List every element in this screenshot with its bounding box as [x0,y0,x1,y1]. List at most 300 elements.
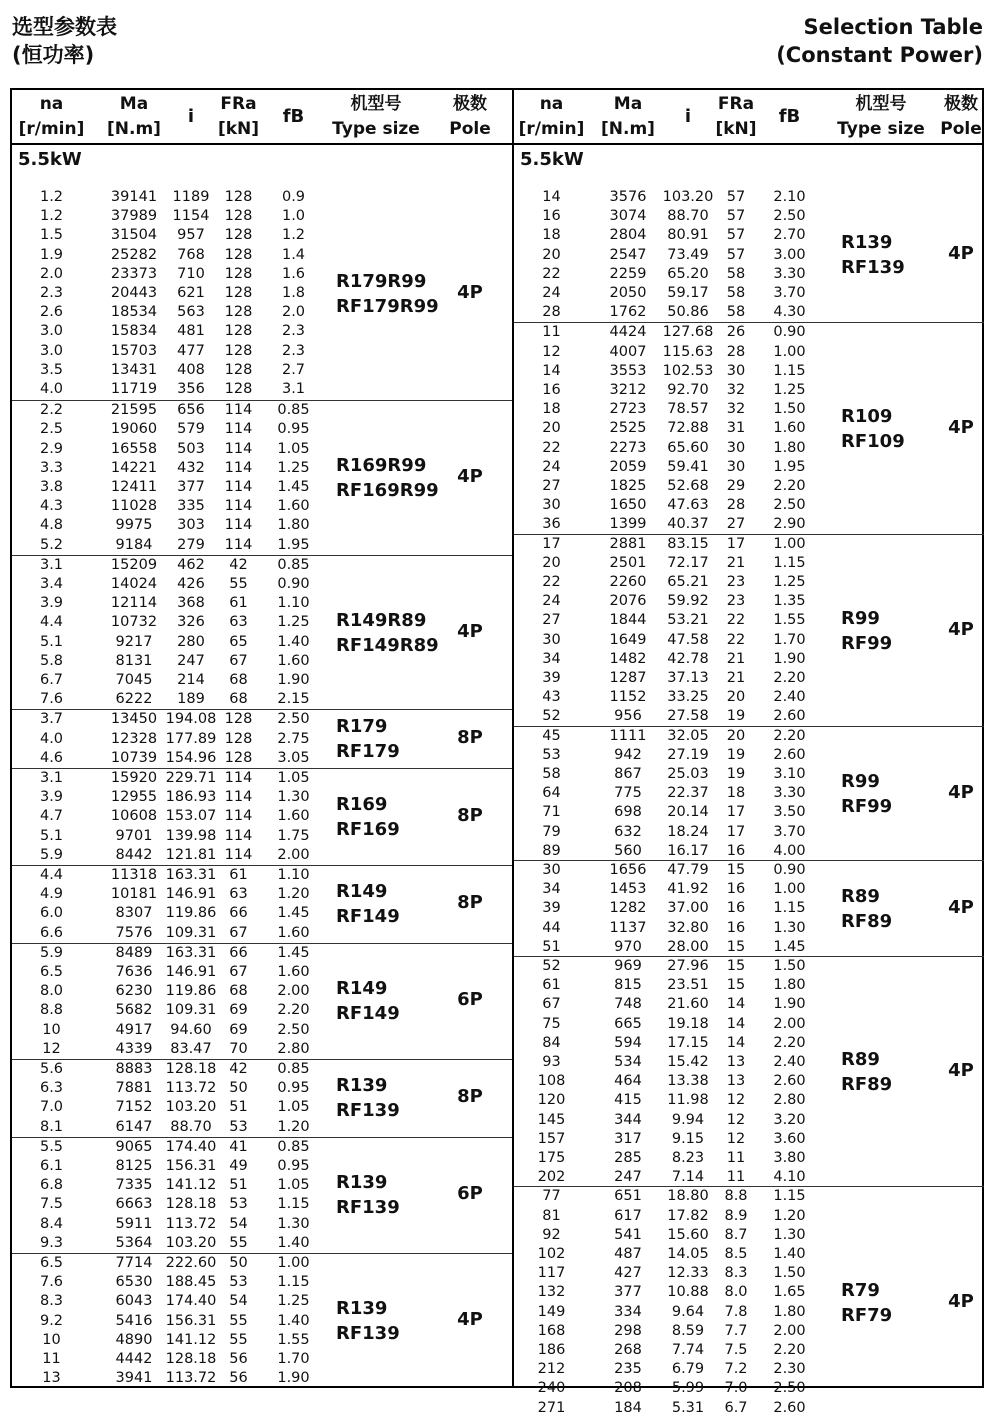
na-cell: 8.8 [39,1002,64,1019]
i-cell: 141.12 [165,1177,217,1194]
fb-cell: 2.20 [773,477,806,494]
fra-cell: 57 [726,227,746,244]
fra-cell: 28 [726,497,746,514]
table-row [514,419,824,438]
i-cell: 65.21 [667,573,709,590]
table-row [514,669,824,688]
na-cell: 2.0 [39,265,64,282]
fb-cell: 2.50 [773,497,806,514]
power-label: 5.5kW [18,149,82,170]
na-cell: 67 [542,996,561,1013]
title-chinese [12,13,117,69]
ma-cell: 2050 [609,285,647,301]
ma-cell: 8489 [115,944,153,961]
i-cell: 27.19 [667,746,709,763]
table-row [514,573,824,592]
fra-cell: 65 [229,633,248,650]
na-cell: 61 [542,977,561,994]
fra-cell: 68 [229,691,248,708]
i-cell: 17.15 [667,1034,709,1051]
pole-label: 4P [948,243,974,265]
fra-cell: 11 [726,1169,746,1186]
na-cell: 4.8 [39,517,64,534]
fb-cell: 3.50 [773,804,806,821]
na-cell: 7.5 [39,1196,64,1213]
fb-cell: 2.00 [277,983,310,1000]
ma-cell: 16558 [110,440,158,457]
header-pole-cn: 极数 [453,93,487,114]
fb-cell: 1.0 [281,208,306,225]
i-cell: 119.86 [165,983,217,1000]
model-group [514,188,984,322]
table-row [514,381,824,400]
type-size-label [841,769,892,819]
fra-cell: 17 [726,804,746,821]
type-size-r: R89 [841,886,880,907]
i-cell: 20.14 [667,804,709,821]
na-cell: 24 [542,458,561,475]
ma-cell: 344 [614,1111,642,1128]
table-row [12,671,322,690]
table-row [12,1350,322,1369]
fb-cell: 0.85 [277,402,310,419]
i-cell: 78.57 [667,401,709,418]
pole-label: 4P [457,465,483,487]
left-table [12,90,512,1386]
fra-cell: 114 [224,440,253,457]
ma-cell: 541 [614,1226,642,1243]
fra-cell: 19 [726,765,746,782]
fb-cell: 1.05 [277,770,310,786]
table-row [514,688,824,707]
ma-cell: 1152 [609,689,647,706]
na-cell: 39 [542,669,561,686]
table-row [514,765,824,784]
header-fb-cell [760,90,820,143]
na-cell: 7.6 [39,691,64,708]
model-group [514,322,984,534]
fra-cell: 56 [229,1370,248,1387]
table-row [12,769,322,788]
na-cell: 81 [542,1207,561,1224]
na-cell: 5.6 [39,1061,64,1077]
fb-cell: 1.30 [773,919,806,936]
ma-cell: 2076 [609,593,647,610]
i-cell: 8.59 [671,1322,705,1339]
fb-cell: 1.8 [281,285,306,301]
table-row [514,1207,824,1226]
model-group [12,188,512,399]
fra-cell: 21 [726,669,746,686]
pole-label: 4P [457,1309,483,1331]
header-type-en: Type size [837,118,925,139]
na-cell: 30 [542,497,561,514]
fra-cell: 41 [229,1138,248,1155]
na-cell: 36 [542,516,561,533]
fb-cell: 2.00 [773,1015,806,1032]
ma-cell: 415 [614,1092,642,1109]
fb-cell: 3.30 [773,785,806,802]
table-row [12,652,322,671]
fra-cell: 29 [726,477,746,494]
fb-cell: 1.55 [773,612,806,629]
table-row [12,1118,322,1137]
na-cell: 117 [537,1265,566,1282]
i-cell: 368 [177,595,205,612]
fra-cell: 7.8 [724,1303,748,1320]
fra-cell: 8.3 [724,1265,748,1282]
table-header [12,90,512,145]
fb-cell: 1.00 [277,1255,310,1271]
fra-cell: 12 [726,1130,746,1147]
model-group [514,860,984,957]
type-size-r: R139 [336,1298,388,1320]
fra-cell: 16 [726,842,746,859]
type-size-label [336,1170,400,1220]
ma-cell: 1650 [609,497,647,514]
header-pole-en: Pole [449,118,491,139]
fra-cell: 128 [224,246,253,263]
table-row [12,497,322,516]
table-row [12,556,322,575]
model-group [12,1137,512,1253]
fb-cell: 1.40 [277,1312,310,1329]
na-cell: 16 [542,381,561,398]
fb-cell: 2.15 [277,691,310,708]
fra-cell: 56 [229,1351,248,1367]
i-cell: 92.70 [667,381,709,398]
fb-cell: 4.00 [773,842,806,859]
ma-cell: 31504 [110,227,158,244]
i-cell: 10.88 [667,1284,709,1301]
table-row [12,536,322,555]
na-cell: 11 [542,324,561,341]
fra-cell: 51 [229,1177,248,1194]
ma-cell: 21595 [110,402,158,419]
type-size-rf: RF139 [336,1100,400,1122]
na-cell: 271 [537,1399,566,1416]
i-cell: 73.49 [667,246,709,263]
fra-cell: 22 [726,612,746,629]
fra-cell: 63 [229,886,248,903]
fra-cell: 128 [224,323,253,340]
fb-cell: 2.60 [773,708,806,725]
table-row [514,1303,824,1322]
ma-cell: 748 [614,996,642,1013]
na-cell: 14 [542,189,561,205]
i-cell: 214 [177,671,205,688]
fb-cell: 0.90 [277,575,310,592]
na-cell: 1.2 [39,189,64,205]
fra-cell: 55 [229,1312,248,1329]
ma-cell: 12114 [110,595,158,612]
na-cell: 8.0 [39,983,64,1000]
table-row [12,827,322,846]
header-ma-cell [598,90,658,143]
ma-cell: 5911 [115,1215,153,1232]
ma-cell: 184 [614,1399,642,1416]
header-ma-cell [104,90,164,143]
fb-cell: 2.20 [773,727,806,744]
na-cell: 5.9 [39,944,64,961]
table-row [514,226,824,245]
table-row [12,963,322,982]
i-cell: 189 [177,691,205,708]
i-cell: 279 [177,536,205,553]
table-row [514,554,824,573]
fra-cell: 114 [224,536,253,553]
type-size-label [336,269,439,319]
fra-cell: 50 [229,1255,248,1271]
fra-cell: 28 [726,343,746,360]
ma-cell: 2804 [609,227,647,244]
fb-cell: 1.75 [277,827,310,844]
type-size-rf: RF99 [841,795,893,817]
i-cell: 426 [177,575,205,592]
ma-cell: 11318 [110,867,158,883]
i-cell: 5.31 [671,1399,705,1416]
table-row [12,1215,322,1234]
na-cell: 3.0 [39,342,64,359]
i-cell: 59.17 [667,285,709,301]
header-pole-en: Pole [940,118,982,139]
fra-cell: 30 [726,439,746,456]
pole-label: 4P [457,281,483,303]
fra-cell: 66 [229,905,248,922]
fb-cell: 1.25 [277,614,310,631]
fra-cell: 15 [726,977,746,994]
header-ma: Ma [119,93,149,114]
fra-cell: 14 [726,996,746,1013]
table-row [514,458,824,477]
table-row [514,343,824,362]
fra-cell: 26 [726,324,746,341]
fb-cell: 3.05 [277,749,310,766]
i-cell: 53.21 [667,612,709,629]
na-cell: 52 [542,708,561,725]
i-cell: 656 [177,402,205,419]
pole-label: 4P [948,416,974,438]
header-na: na [39,93,64,114]
ma-cell: 20443 [110,285,158,301]
ma-cell: 10181 [110,886,158,903]
i-cell: 146.91 [165,886,217,903]
type-size-label [841,884,892,934]
fra-cell: 55 [229,575,248,592]
ma-cell: 2273 [609,439,647,456]
ma-cell: 334 [614,1303,642,1320]
fb-cell: 2.0 [281,304,306,321]
i-cell: 7.74 [671,1341,705,1358]
na-cell: 30 [542,862,561,878]
fra-cell: 17 [726,823,746,840]
na-cell: 22 [542,439,561,456]
ma-cell: 942 [614,746,642,763]
na-cell: 5.9 [39,846,64,863]
fb-cell: 2.20 [773,1341,806,1358]
fb-cell: 1.65 [773,1284,806,1301]
ma-cell: 285 [614,1150,642,1166]
i-cell: 52.68 [667,477,709,494]
na-cell: 4.0 [39,381,64,397]
i-cell: 563 [177,304,205,321]
na-cell: 84 [542,1034,561,1051]
i-cell: 7.14 [671,1169,705,1186]
i-cell: 37.13 [667,669,709,686]
fb-cell: 1.2 [281,227,306,244]
fb-cell: 3.20 [773,1111,806,1128]
fb-cell: 0.9 [281,189,306,205]
ma-cell: 7335 [115,1177,153,1194]
ma-cell: 8131 [115,652,153,669]
fb-cell: 2.00 [773,1322,806,1339]
fb-cell: 2.80 [773,1092,806,1109]
fb-cell: 2.7 [281,361,306,378]
header-pole-cell [926,90,996,143]
i-cell: 109.31 [165,924,217,941]
table-row [12,380,322,399]
ma-cell: 39141 [110,189,158,205]
i-cell: 163.31 [165,867,217,883]
ma-cell: 4442 [115,1351,153,1367]
i-cell: 710 [177,265,205,282]
type-size-r: R139 [336,1075,388,1097]
i-cell: 109.31 [165,1002,217,1019]
ma-cell: 208 [614,1380,642,1397]
table-row [514,1245,824,1264]
fb-cell: 1.95 [773,458,806,475]
table-row [12,1176,322,1195]
i-cell: 768 [177,246,205,263]
ma-cell: 9184 [115,536,153,553]
fra-cell: 54 [229,1215,248,1232]
ma-cell: 7045 [115,671,153,688]
header-fra-cell [209,90,269,143]
fb-cell: 2.50 [277,711,310,728]
table-row [514,265,824,284]
fb-cell: 2.10 [773,189,806,205]
model-group [514,726,984,861]
fb-cell: 2.3 [281,323,306,340]
fra-cell: 13 [726,1073,746,1090]
fb-cell: 0.95 [277,421,310,438]
na-cell: 7.6 [39,1274,64,1291]
table-row [514,1149,824,1168]
table-row [514,650,824,669]
i-cell: 40.37 [667,516,709,533]
table-row [12,1001,322,1020]
ma-cell: 617 [614,1207,642,1224]
fra-cell: 128 [224,730,253,747]
na-cell: 5.1 [39,827,64,844]
fra-cell: 114 [224,789,253,806]
table-row [12,1138,322,1157]
fb-cell: 1.60 [773,420,806,437]
fra-cell: 31 [726,420,746,437]
fb-cell: 3.1 [281,381,306,397]
na-cell: 8.3 [39,1293,64,1310]
i-cell: 28.00 [667,938,709,955]
table-row [12,1369,322,1388]
na-cell: 9.2 [39,1312,64,1329]
i-cell: 16.17 [667,842,709,859]
fra-cell: 12 [726,1092,746,1109]
ma-cell: 775 [614,785,642,802]
fra-cell: 114 [224,808,253,825]
table-row [12,322,322,341]
na-cell: 6.6 [39,924,64,941]
fra-cell: 67 [229,924,248,941]
i-cell: 153.07 [165,808,217,825]
fb-cell: 1.95 [277,536,310,553]
table-row [12,1040,322,1059]
header-type-en: Type size [332,118,420,139]
type-size-rf: RF179 [336,741,400,763]
table-row [12,265,322,284]
ma-cell: 534 [614,1054,642,1070]
header-fra: FRa [717,93,755,114]
fb-cell: 2.90 [773,516,806,533]
na-cell: 14 [542,362,561,379]
fb-cell: 1.15 [773,1188,806,1205]
type-size-label [336,976,400,1026]
table-row [12,1254,322,1273]
na-cell: 45 [542,727,561,744]
na-cell: 51 [542,938,561,955]
na-cell: 34 [542,881,561,898]
ma-cell: 19060 [110,421,158,438]
fra-cell: 49 [229,1157,248,1174]
fb-cell: 1.10 [277,595,310,612]
fb-cell: 3.30 [773,265,806,282]
header-fra-unit: [kN] [217,118,260,139]
fra-cell: 58 [726,265,746,282]
ma-cell: 15834 [110,323,158,340]
fb-cell: 1.20 [277,1118,310,1135]
table-row [514,188,824,207]
table-row [12,420,322,439]
ma-cell: 1762 [609,304,647,321]
na-cell: 3.9 [39,595,64,612]
ma-cell: 7881 [115,1080,153,1097]
fra-cell: 128 [224,265,253,282]
fra-cell: 6.7 [724,1399,748,1416]
i-cell: 12.33 [667,1265,709,1282]
fb-cell: 3.80 [773,1150,806,1166]
i-cell: 83.47 [170,1040,212,1057]
na-cell: 157 [537,1130,566,1147]
fb-cell: 1.15 [773,900,806,917]
fb-cell: 1.00 [773,343,806,360]
fra-cell: 42 [229,1061,248,1077]
i-cell: 11.98 [667,1092,709,1109]
ma-cell: 5416 [115,1312,153,1329]
table-row [12,866,322,885]
fra-cell: 15 [726,938,746,955]
fra-cell: 32 [726,401,746,418]
table-row [514,592,824,611]
ma-cell: 37989 [110,208,158,225]
table-row [12,1292,322,1311]
ma-cell: 10739 [110,749,158,766]
table-row [12,633,322,652]
fb-cell: 0.90 [773,324,806,341]
table-row [514,477,824,496]
fb-cell: 1.45 [773,938,806,955]
na-cell: 34 [542,650,561,667]
fb-cell: 2.80 [277,1040,310,1057]
type-size-label [336,1073,400,1123]
